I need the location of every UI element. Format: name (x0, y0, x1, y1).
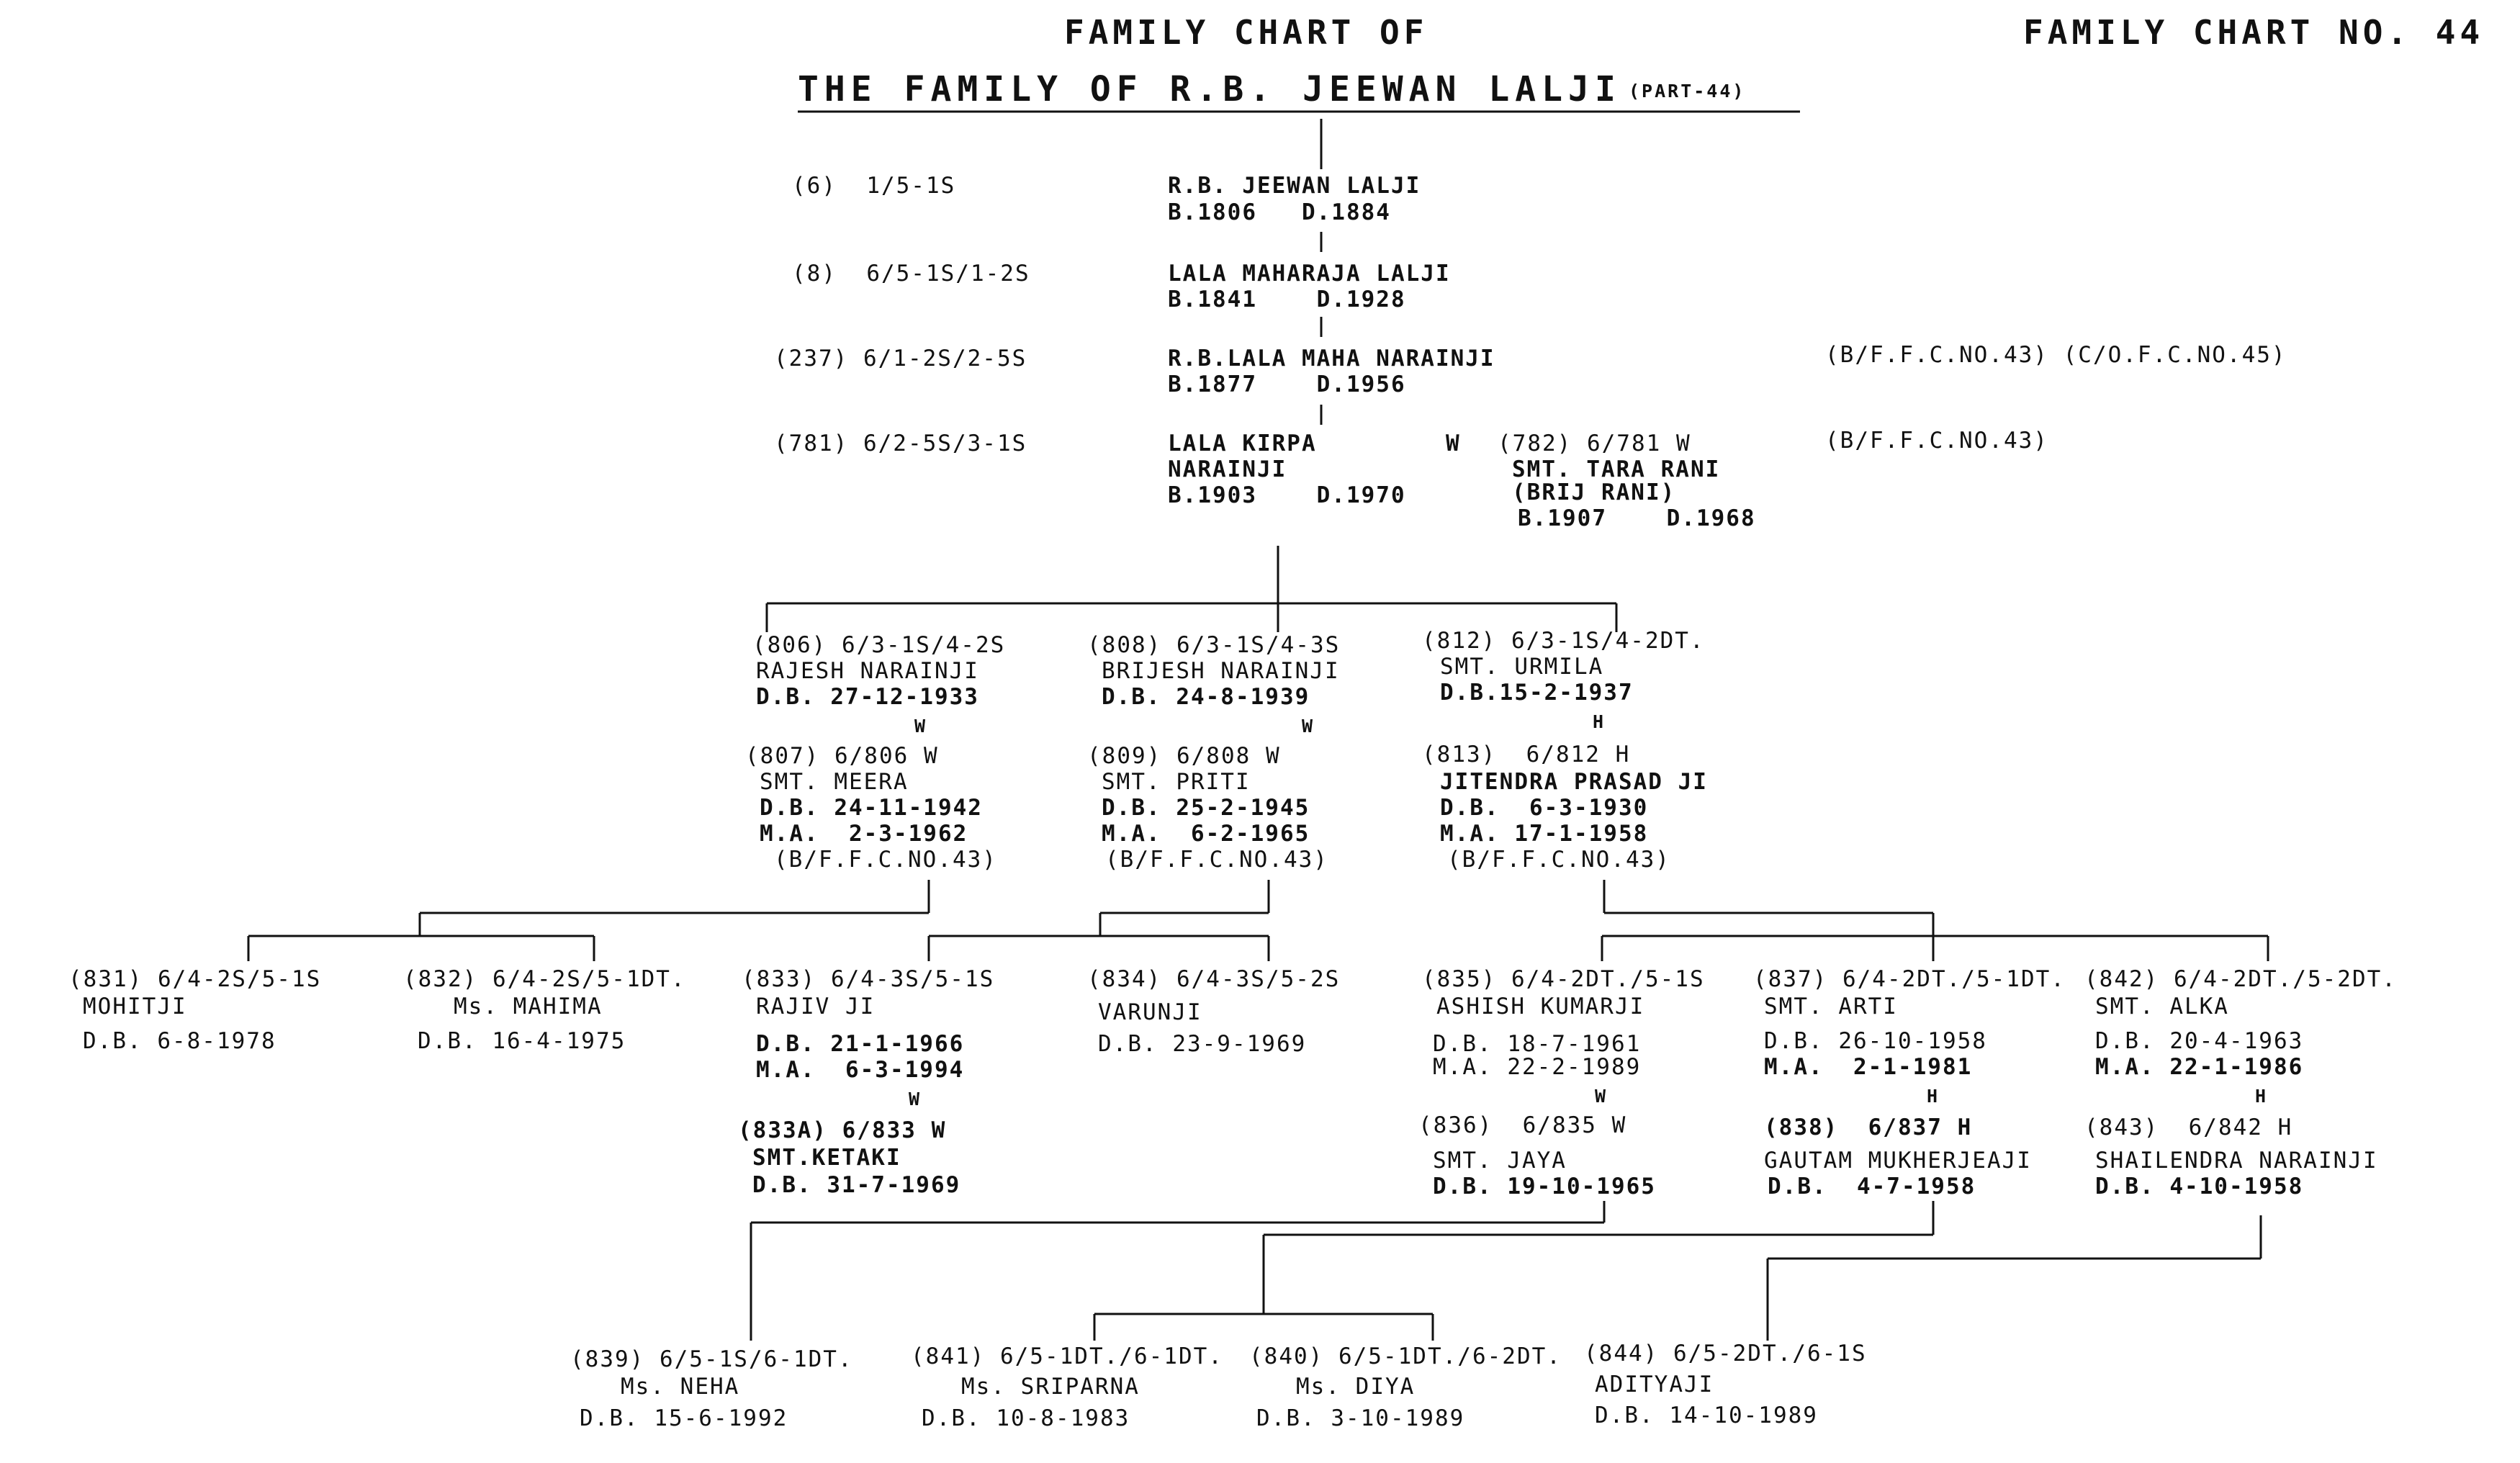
gen4-code: (781) 6/2-5S/3-1S (774, 431, 1027, 456)
gen6-member-name: ASHISH KUMARJI (1436, 994, 1645, 1019)
gen7-member-dob: D.B. 15-6-1992 (580, 1405, 788, 1431)
gen6-member-code: (837) 6/4-2DT./5-1DT. (1753, 966, 2066, 992)
gen5-spouse-ref: (B/F.F.C.NO.43) (1105, 847, 1328, 873)
gen5-member-code: (806) 6/3-1S/4-2S (752, 632, 1006, 658)
gen5-spouse-code: (813) 6/812 H (1422, 742, 1631, 767)
gen5-spouse-name: SMT. PRITI (1102, 769, 1251, 795)
gen5-member-name: RAJESH NARAINJI (756, 658, 979, 684)
gen5-spouse-ref: (B/F.F.C.NO.43) (774, 847, 997, 873)
gen6-member-code: (831) 6/4-2S/5-1S (68, 966, 322, 992)
gen6-member-dob: D.B. 6-8-1978 (83, 1028, 276, 1054)
gen6-spouse-dob: D.B. 19-10-1965 (1433, 1174, 1656, 1199)
gen6-spouse-code: (838) 6/837 H (1764, 1115, 1973, 1140)
gen5-spouse-dob: D.B. 6-3-1930 (1440, 795, 1649, 821)
gen3-dates: B.1877 D.1956 (1168, 372, 1406, 397)
gen6-member-marriage: M.A. 2-1-1981 (1764, 1054, 1973, 1080)
gen6-member-dob: D.B. 21-1-1966 (756, 1031, 965, 1057)
gen4-spouse-ref: (B/F.F.C.NO.43) (1825, 428, 2048, 454)
gen1-name: R.B. JEEWAN LALJI (1168, 173, 1421, 199)
gen5-spouse-ref: (B/F.F.C.NO.43) (1447, 847, 1670, 873)
gen5-spouse-marker: W (1302, 716, 1315, 737)
gen6-spouse-code: (843) 6/842 H (2084, 1115, 2293, 1140)
gen6-member-dob: D.B. 26-10-1958 (1764, 1028, 1987, 1054)
gen5-spouse-marriage: M.A. 6-2-1965 (1102, 821, 1310, 847)
gen1-dates: B.1806 D.1884 (1168, 199, 1391, 225)
gen6-spouse-dob: D.B. 4-10-1958 (2095, 1174, 2304, 1199)
gen6-member-code: (832) 6/4-2S/5-1DT. (403, 966, 686, 992)
gen6-member-name: SMT. ALKA (2095, 994, 2229, 1019)
gen6-member-dob: D.B. 23-9-1969 (1098, 1031, 1307, 1057)
gen3-refs: (B/F.F.C.NO.43) (C/O.F.C.NO.45) (1825, 342, 2287, 368)
gen5-member-name: SMT. URMILA (1440, 654, 1604, 680)
gen7-member-name: Ms. DIYA (1296, 1374, 1416, 1400)
gen6-member-marriage: M.A. 6-3-1994 (756, 1057, 965, 1083)
gen6-spouse-marker: H (2255, 1086, 2269, 1107)
gen6-spouse-marker: W (909, 1089, 922, 1109)
title-line-1: FAMILY CHART OF (1064, 13, 1428, 52)
gen4-dates: B.1903 D.1970 (1168, 482, 1406, 508)
gen3-name: R.B.LALA MAHA NARAINJI (1168, 346, 1495, 372)
gen7-member-code: (839) 6/5-1S/6-1DT. (570, 1346, 853, 1372)
gen7-member-code: (840) 6/5-1DT./6-2DT. (1249, 1343, 1562, 1369)
gen4-name-line2: NARAINJI (1168, 456, 1287, 482)
gen6-member-name: MOHITJI (83, 994, 187, 1019)
gen5-spouse-marker: W (914, 716, 928, 737)
gen3-code: (237) 6/1-2S/2-5S (774, 346, 1027, 372)
gen6-member-marriage: M.A. 22-2-1989 (1433, 1054, 1642, 1080)
gen6-spouse-dob: D.B. 31-7-1969 (752, 1172, 961, 1198)
gen5-spouse-marriage: M.A. 2-3-1962 (760, 821, 968, 847)
gen7-member-name: Ms. SRIPARNA (961, 1374, 1140, 1400)
gen6-member-code: (835) 6/4-2DT./5-1S (1422, 966, 1705, 992)
gen6-member-dob: D.B. 18-7-1961 (1433, 1031, 1642, 1057)
chart-number: FAMILY CHART NO. 44 (2023, 13, 2485, 52)
gen6-member-name: VARUNJI (1098, 999, 1202, 1025)
gen2-dates: B.1841 D.1928 (1168, 287, 1406, 312)
gen6-member-code: (834) 6/4-3S/5-2S (1087, 966, 1341, 992)
gen5-spouse-dob: D.B. 25-2-1945 (1102, 795, 1310, 821)
title-part-label: (PART-44) (1629, 81, 1746, 102)
gen5-spouse-dob: D.B. 24-11-1942 (760, 795, 983, 821)
gen4-spouse-name-line1: SMT. TARA RANI (1512, 456, 1721, 482)
gen4-spouse-dates: B.1907 D.1968 (1518, 505, 1756, 531)
gen5-member-name: BRIJESH NARAINJI (1102, 658, 1340, 684)
gen7-member-dob: D.B. 3-10-1989 (1256, 1405, 1465, 1431)
gen6-spouse-name: SHAILENDRA NARAINJI (2095, 1148, 2378, 1174)
gen6-member-marriage: M.A. 22-1-1986 (2095, 1054, 2304, 1080)
gen6-member-dob: D.B. 16-4-1975 (418, 1028, 626, 1054)
gen5-spouse-name: SMT. MEERA (760, 769, 909, 795)
gen5-spouse-name: JITENDRA PRASAD JI (1440, 769, 1708, 795)
gen5-member-dob: D.B.15-2-1937 (1440, 680, 1634, 706)
gen2-name: LALA MAHARAJA LALJI (1168, 261, 1451, 287)
gen5-member-code: (812) 6/3-1S/4-2DT. (1422, 628, 1705, 654)
gen7-member-code: (844) 6/5-2DT./6-1S (1584, 1341, 1867, 1367)
gen6-member-name: Ms. MAHIMA (454, 994, 603, 1019)
gen7-member-name: ADITYAJI (1595, 1372, 1714, 1397)
title-line-2: THE FAMILY OF R.B. JEEWAN LALJI (798, 69, 1621, 109)
gen6-spouse-code: (836) 6/835 W (1418, 1112, 1627, 1138)
gen7-member-code: (841) 6/5-1DT./6-1DT. (911, 1343, 1223, 1369)
gen5-spouse-code: (809) 6/808 W (1087, 743, 1281, 769)
gen5-spouse-code: (807) 6/806 W (745, 743, 939, 769)
gen6-spouse-marker: H (1927, 1086, 1940, 1107)
gen6-spouse-code: (833A) 6/833 W (738, 1117, 947, 1143)
gen6-member-name: RAJIV JI (756, 994, 876, 1019)
gen5-member-code: (808) 6/3-1S/4-3S (1087, 632, 1341, 658)
gen5-spouse-marker: H (1593, 711, 1606, 732)
gen2-code: (8) 6/5-1S/1-2S (792, 261, 1030, 287)
gen4-spouse-code: (782) 6/781 W (1498, 431, 1691, 456)
gen6-member-code: (842) 6/4-2DT./5-2DT. (2084, 966, 2397, 992)
gen7-member-dob: D.B. 10-8-1983 (922, 1405, 1130, 1431)
gen6-spouse-name: SMT.KETAKI (752, 1145, 901, 1171)
gen6-member-dob: D.B. 20-4-1963 (2095, 1028, 2304, 1054)
gen6-spouse-dob: D.B. 4-7-1958 (1768, 1174, 1976, 1199)
gen6-spouse-name: GAUTAM MUKHERJEAJI (1764, 1148, 2032, 1174)
gen5-spouse-marriage: M.A. 17-1-1958 (1440, 821, 1649, 847)
gen5-member-dob: D.B. 27-12-1933 (756, 684, 979, 710)
gen5-member-dob: D.B. 24-8-1939 (1102, 684, 1310, 710)
gen4-spouse-name-line2: (BRIJ RANI) (1512, 480, 1676, 505)
gen7-member-dob: D.B. 14-10-1989 (1595, 1403, 1818, 1428)
gen1-code: (6) 1/5-1S (792, 173, 956, 199)
gen7-member-name: Ms. NEHA (621, 1374, 740, 1400)
gen4-name-line1: LALA KIRPA (1168, 431, 1317, 456)
gen6-member-name: SMT. ARTI (1764, 994, 1898, 1019)
gen4-wife-marker: W (1446, 431, 1461, 456)
gen6-member-code: (833) 6/4-3S/5-1S (742, 966, 995, 992)
gen6-spouse-name: SMT. JAYA (1433, 1148, 1567, 1174)
gen6-spouse-marker: W (1595, 1086, 1608, 1107)
